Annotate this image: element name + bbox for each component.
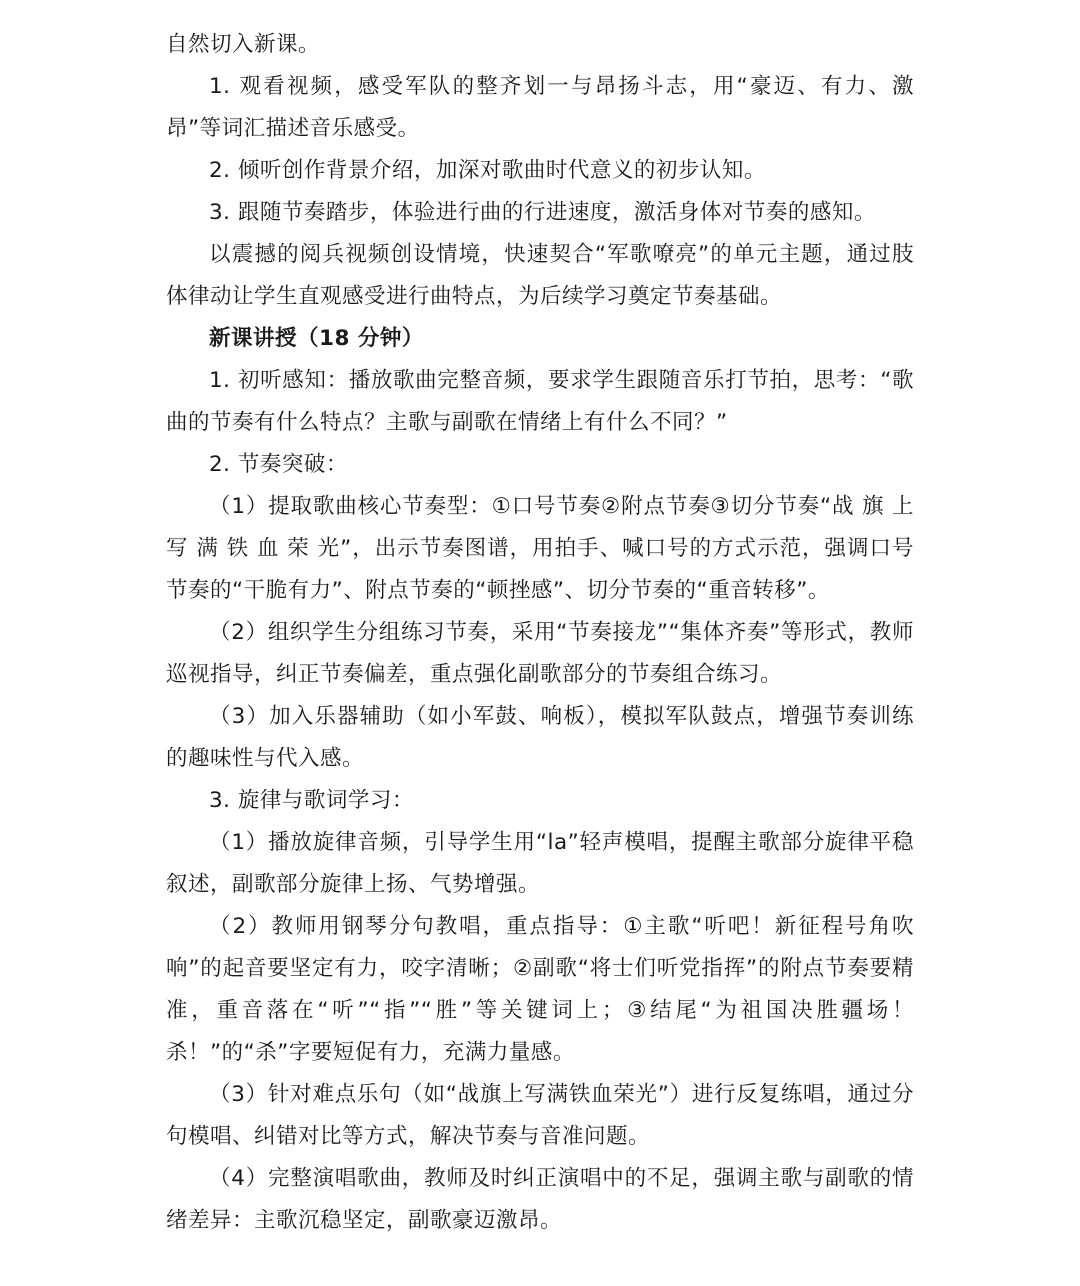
paragraph-rhythm-item-1: （1）提取歌曲核心节奏型：①口号节奏②附点节奏③切分节奏“战 旗 上 写 满 铁 血 荣 光”，出示节奏图谱，用拍手、喊口号的方式示范，强调口号节奏的“干脆有力”、附点节奏的“顿挫感”、切分节奏的“重音转移”。 (166, 494, 914, 603)
paragraph-rhythm-breakthrough: 2. 节奏突破： (209, 452, 348, 477)
paragraph-melody-item-3: （3）针对难点乐句（如“战旗上写满铁血荣光”）进行反复练唱，通过分句模唱、纠错对比等方式，解决节奏与音准问题。 (166, 1082, 914, 1149)
paragraph-rhythm-item-2: （2）组织学生分组练习节奏，采用“节奏接龙”“集体齐奏”等形式，教师巡视指导，纠正节奏偏差，重点强化副歌部分的节奏组合练习。 (166, 620, 914, 687)
paragraph-melody-lyrics: 3. 旋律与歌词学习： (209, 788, 414, 813)
paragraph-design-intent: 以震撼的阅兵视频创设情境，快速契合“军歌嘹亮”的单元主题，通过肢体律动让学生直观感受进行曲特点，为后续学习奠定节奏基础。 (166, 242, 914, 309)
paragraph-rhythm-item-3: （3）加入乐器辅助（如小军鼓、响板），模拟军队鼓点，增强节奏训练的趣味性与代入感。 (166, 704, 914, 771)
paragraph-step-1: 1. 观看视频，感受军队的整齐划一与昂扬斗志，用“豪迈、有力、激昂”等词汇描述音乐感受。 (166, 74, 914, 141)
paragraph-step-2: 2. 倾听创作背景介绍，加深对歌曲时代意义的初步认知。 (209, 158, 766, 183)
paragraph-melody-item-1: （1）播放旋律音频，引导学生用“la”轻声模唱，提醒主歌部分旋律平稳叙述，副歌部分旋律上扬、气势增强。 (166, 830, 914, 897)
paragraph-first-listen: 1. 初听感知：播放歌曲完整音频，要求学生跟随音乐打节拍，思考：“歌曲的节奏有什么特点？主歌与副歌在情绪上有什么不同？” (166, 368, 914, 435)
paragraph-intro-end: 自然切入新课。 (166, 32, 321, 57)
paragraph-melody-item-4: （4）完整演唱歌曲，教师及时纠正演唱中的不足，强调主歌与副歌的情绪差异：主歌沉稳坚定，副歌豪迈激昂。 (166, 1166, 914, 1233)
paragraph-step-3: 3. 跟随节奏踏步，体验进行曲的行进速度，激活身体对节奏的感知。 (209, 200, 876, 225)
section-heading-new-lesson: 新课讲授（18 分钟） (209, 326, 424, 351)
document-body (166, 24, 914, 1242)
paragraph-melody-item-2: （2）教师用钢琴分句教唱，重点指导：①主歌“听吧！新征程号角吹响”的起音要坚定有力，咬字清晰；②副歌“将士们听党指挥”的附点节奏要精准，重音落在“听”“指”“胜”等关键词上；③结尾“为祖国决胜疆场！杀！”的“杀”字要短促有力，充满力量感。 (166, 914, 914, 1065)
